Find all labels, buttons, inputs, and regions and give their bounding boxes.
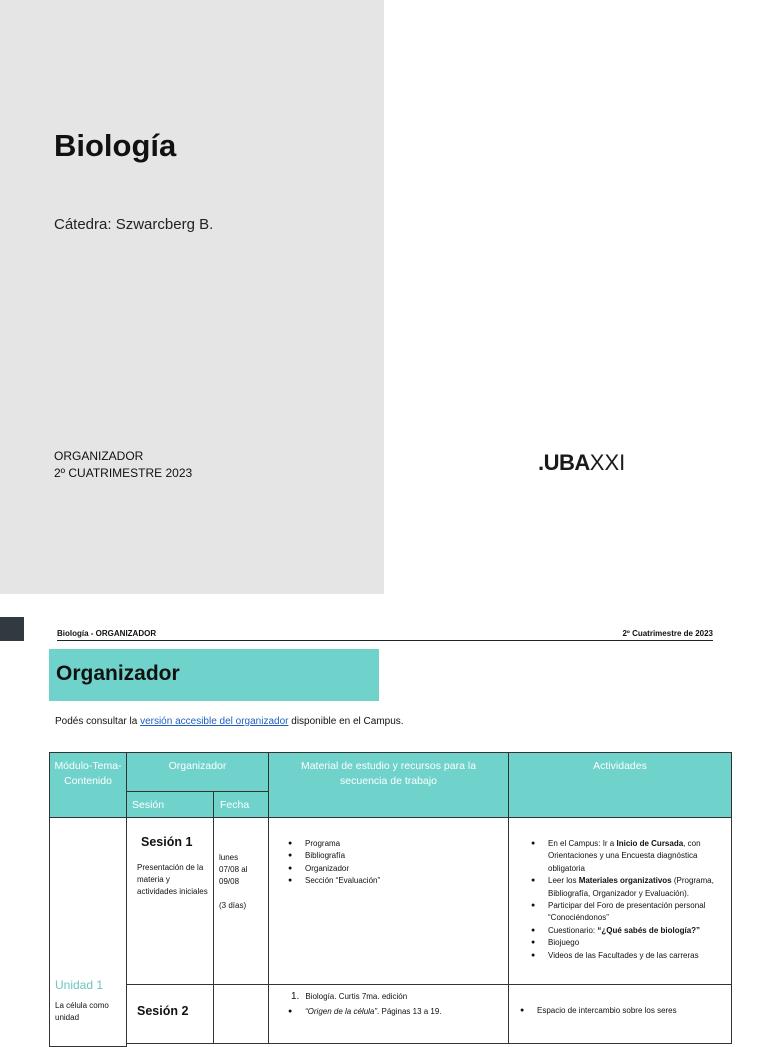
cover-title: Biología [54, 128, 177, 163]
logo-uba: .UBA [538, 450, 590, 475]
organizador-banner [49, 649, 379, 701]
banner-title: Organizador [56, 662, 180, 685]
session2-activity-list [517, 1005, 727, 1017]
session1-date-cell [213, 817, 269, 985]
header-material: Material de estudio y recursos para la secuencia de trabajo [268, 752, 509, 818]
session1-material-cell [268, 817, 509, 985]
activity-item: ● Leer los Materiales organizativos (Programa, Bibliografía, Organizador y Evaluación). [528, 875, 728, 900]
session2-activities-cell [508, 984, 732, 1044]
material-item: ● “Origen de la célula”. Páginas 13 a 19. [285, 1006, 500, 1018]
header-actividades: Actividades [508, 752, 732, 818]
activity-item: ● Participar del Foro de presentación personal “Conociéndonos” [528, 900, 728, 925]
cover-org-line2: 2º CUATRIMESTRE 2023 [54, 466, 193, 480]
session2-material-list [285, 1006, 500, 1018]
session2-date-cell [213, 984, 269, 1044]
session1-date-range: 07/08 al 09/08 [219, 865, 248, 886]
cover-organizer-label [54, 448, 192, 482]
session1-title: Sesión 1 [141, 835, 193, 849]
session1-date [219, 852, 265, 912]
uba-xxi-logo [538, 450, 625, 476]
cover-chair [54, 216, 213, 233]
intro-after: disponible en el Campus. [288, 716, 404, 727]
cover-panel [0, 0, 384, 594]
header-sesion: Sesión [126, 791, 214, 818]
session1-cell [126, 817, 214, 985]
session2-material-book [291, 991, 506, 1003]
cover-org-line1: ORGANIZADOR [54, 449, 144, 463]
header-right: 2º Cuatrimestre de 2023 [622, 629, 713, 638]
session1-material-list [285, 838, 500, 888]
material-item: ● Bibliografía [285, 850, 500, 862]
session1-activity-list [528, 838, 728, 962]
activity-item: ● En el Campus: Ir a Inicio de Cursada, con Orientaciones y una Encuesta diagnóstica obligatoria [528, 838, 728, 875]
material-item: ● Sección “Evaluación” [285, 875, 500, 887]
page-marker-icon [0, 617, 24, 641]
header-modulo: Módulo-Tema-Contenido [49, 752, 127, 818]
header-left: Biología - ORGANIZADOR [57, 629, 157, 638]
page-header [57, 628, 713, 641]
material-item: ● Organizador [285, 863, 500, 875]
intro-text [55, 716, 404, 727]
activity-item: ● Cuestionario: “¿Qué sabés de biología?” [528, 925, 728, 937]
accessible-version-link[interactable]: versión accesible del organizador [140, 716, 289, 727]
session2-material-cell [268, 984, 509, 1044]
logo-xxi: XXI [589, 450, 626, 475]
chair-name: Szwarcberg B. [115, 216, 214, 233]
session1-desc: Presentación de la materia y actividades iniciales [137, 863, 208, 896]
chair-label: Cátedra: [54, 216, 112, 233]
activity-item: ● Biojuego [528, 937, 728, 949]
session1-date-day: lunes [219, 853, 239, 862]
activity-item: ● Espacio de intercambio sobre los seres [517, 1005, 727, 1017]
session1-activities-cell [508, 817, 732, 985]
session2-cell [126, 984, 214, 1044]
session1-date-note: (3 días) [219, 901, 247, 910]
material-number: 1. [291, 991, 300, 1002]
unit-title: Unidad 1 [55, 978, 104, 992]
activity-item: ● Videos de las Facultades y de las carreras [528, 950, 728, 962]
unit-cell [49, 817, 127, 1047]
material-item: ● Programa [285, 838, 500, 850]
header-organizador: Organizador [126, 752, 269, 792]
session2-title: Sesión 2 [137, 1004, 189, 1018]
intro-before: Podés consultar la [55, 716, 141, 727]
material-book-title: Biología. Curtis 7ma. edición [305, 992, 408, 1001]
header-fecha: Fecha [213, 791, 269, 818]
unit-desc: La célula como unidad [55, 1001, 109, 1022]
